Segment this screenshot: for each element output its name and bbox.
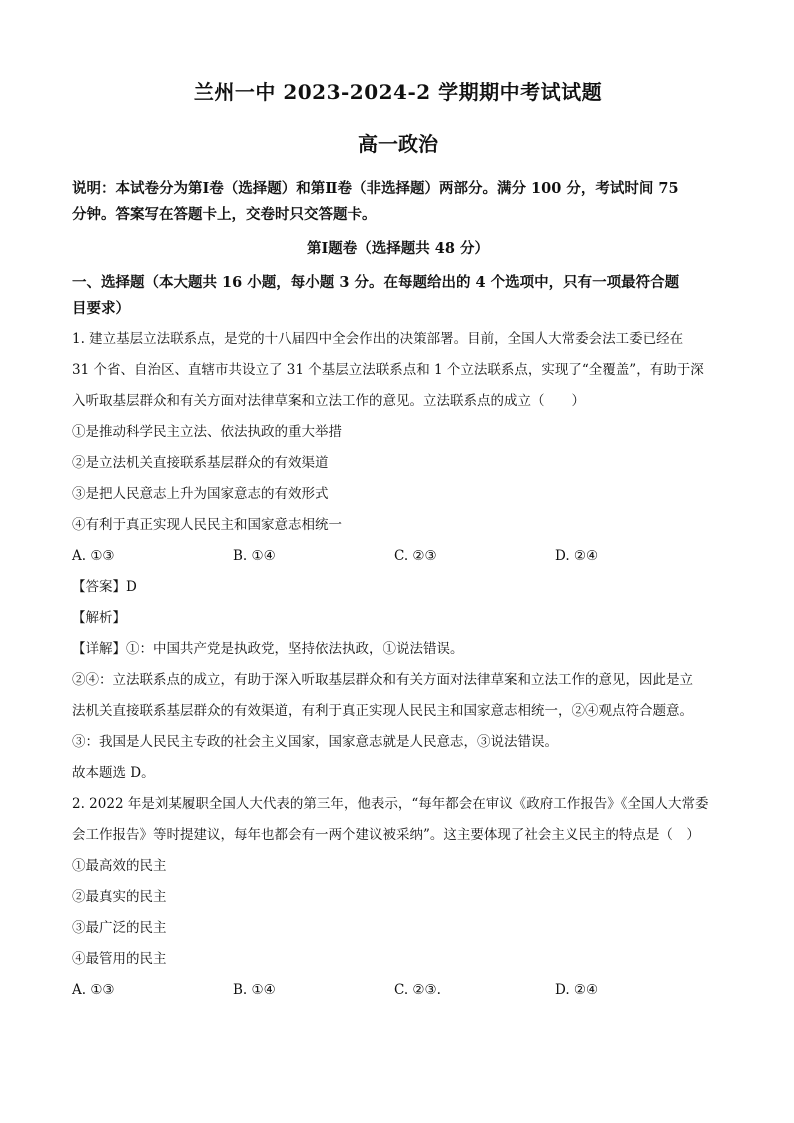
q1-option-d: D. ②④ [555,548,599,564]
q1-stem-line-3: 入听取基层群众和有关方面对法律草案和立法工作的意见。立法联系点的成立（ ） [72,393,585,409]
q2-option-b: B. ①④ [233,982,276,998]
q1-conclusion: 故本题选 D。 [72,765,155,781]
q2-stem-line-2: 会工作报告》等时提建议，每年也都会有一两个建议被采纳”。这主要体现了社会主义民主的特点是（ ） [72,827,700,843]
q2-options [72,975,724,1006]
q1-stem-line-1: 1. 建立基层立法联系点，是党的十八届四中全会作出的决策部署。目前，全国人大常委会法工委已经在 [72,331,684,347]
notice-line-2: 分钟。答案写在答题卡上，交卷时只交答题卡。 [72,206,377,223]
q1-options [72,541,724,572]
q1-item-3: ③是把人民意志上升为国家意志的有效形式 [72,486,329,502]
part-heading-line-1: 一、选择题（本大题共 16 小题，每小题 3 分。在每题给出的 4 个选项中，只有一项最符合题 [72,274,680,291]
q1-answer: 【答案】D [72,579,137,595]
page-content [72,76,724,1006]
q1-option-a: A. ①③ [72,548,115,564]
q1-detail-line-4: ③：我国是人民民主专政的社会主义国家，国家意志就是人民意志，③说法错误。 [72,734,558,750]
q1-item-2: ②是立法机关直接联系基层群众的有效渠道 [72,455,329,471]
q1-option-b: B. ①④ [233,548,276,564]
section-heading: 第Ⅰ题卷（选择题共 48 分） [306,240,490,257]
q2-item-1: ①最高效的民主 [72,858,167,874]
exam-title: 兰州一中 2023-2024-2 学期期中考试试题 [193,80,603,104]
q2-item-4: ④最管用的民主 [72,951,167,967]
q1-option-c: C. ②③ [394,548,437,564]
q1-detail-line-2: ②④：立法联系点的成立，有助于深入听取基层群众和有关方面对法律草案和立法工作的意见，因此是立 [72,672,693,688]
question-1 [72,324,724,789]
q1-detail-line-3: 法机关直接联系基层群众的有效渠道，有利于真正实现人民民主和国家意志相统一，②④观点符合题意。 [72,703,693,719]
q1-analysis-label: 【解析】 [72,610,126,626]
part-heading [72,270,724,322]
q2-option-a: A. ①③ [72,982,115,998]
subject-title: 高一政治 [358,132,438,156]
part-heading-line-2: 目要求） [72,300,130,317]
question-2 [72,789,724,1006]
q1-item-4: ④有利于真正实现人民民主和国家意志相统一 [72,517,342,533]
q2-item-3: ③最广泛的民主 [72,920,167,936]
q1-detail-line-1: 【详解】①：中国共产党是执政党，坚持依法执政，①说法错误。 [72,641,464,657]
q1-stem-line-2: 31 个省、自治区、直辖市共设立了 31 个基层立法联系点和 1 个立法联系点，实现了“全覆盖”，有助于深 [72,362,704,378]
notice-line-1: 说明：本试卷分为第Ⅰ卷（选择题）和第Ⅱ卷（非选择题）两部分。满分 100 分，考试时间 75 [72,180,679,197]
q2-item-2: ②最真实的民主 [72,889,167,905]
q1-item-1: ①是推动科学民主立法、依法执政的重大举措 [72,424,342,440]
q2-stem-line-1: 2. 2022 年是刘某履职全国人大代表的第三年，他表示，“每年都会在审议《政府工作报告》《全国人大常委 [72,796,709,812]
exam-notice [72,176,724,228]
q2-option-d: D. ②④ [555,982,599,998]
q2-option-c: C. ②③. [394,982,441,998]
